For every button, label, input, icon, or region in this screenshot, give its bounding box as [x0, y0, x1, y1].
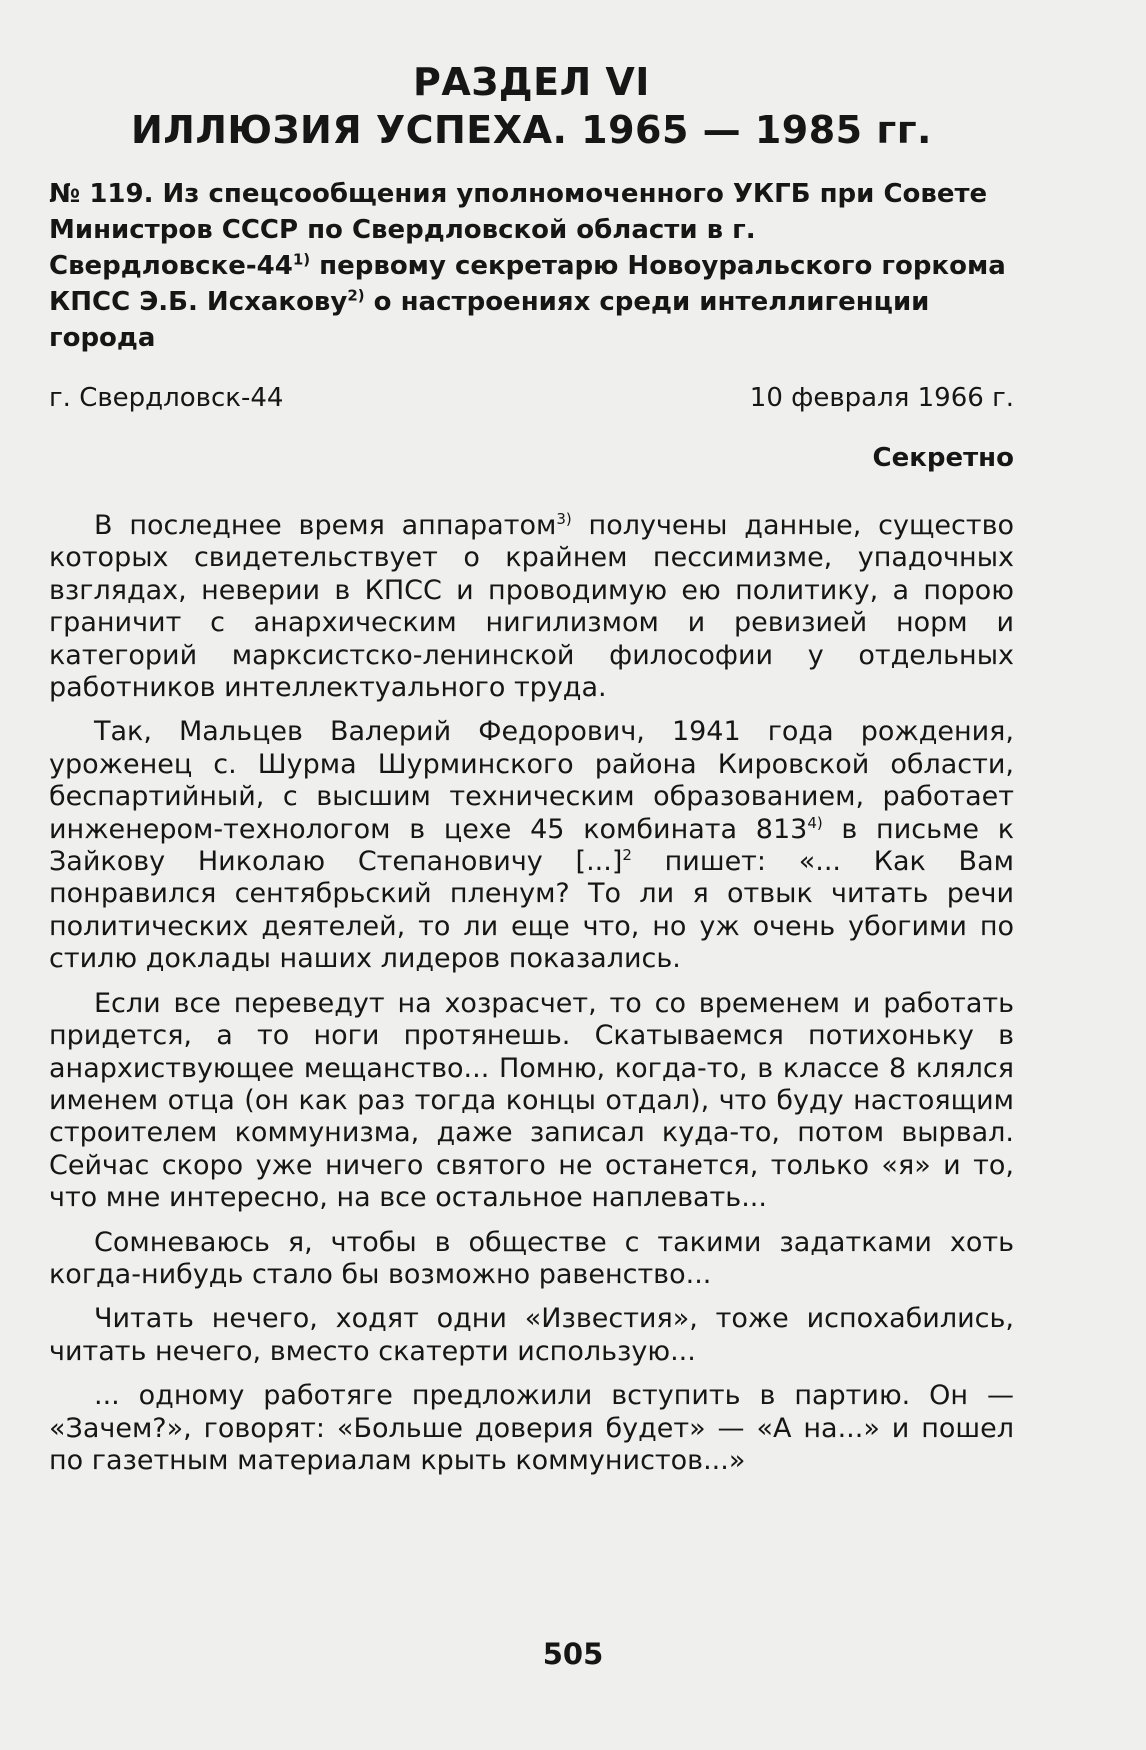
paragraph: Так, Мальцев Валерий Федорович, 1941 года рождения, уроженец с. Шурма Шурминского района Кировской области, беспартийный, с высшим техническим образованием, работает инженером-технологом в цехе 45 комбината 813$^{4)}$ в письме к Зайкову Николаю Степановичу [...]$^2$ пишет: «... Как Вам понравился сентябрьский пленум? То ли я отвык читать речи политических деятелей, то ли еще что, но уж очень убогими по стилю доклады наших лидеров показались. [49, 716, 1015, 975]
paragraph: Читать нечего, ходят одни «Известия», тоже испохабились, читать нечего, вместо скатерти использую... [49, 1303, 1014, 1367]
footnote-ref: 4) [807, 813, 823, 832]
paragraph: ... одному работяге предложили вступить в партию. Он — «Зачем?», говорят: «Больше доверия будет» — «А на...» и пошел по газетным материалам крыть коммунистов...» [49, 1380, 1014, 1476]
document-heading: № 119. Из спецсообщения уполномоченного УКГБ при Совете Министров СССР по Свердловской области в г. Свердловске-44$^{1)}$ первому секретарю Новоуральского горкома КПСС Э.Б. Исхакову$^{2)}$ о настроениях среди интеллигенции города [49, 179, 1006, 353]
document-date: 10 февраля 1966 г. [749, 383, 1014, 413]
page-content [49, 58, 1014, 1489]
section-title [49, 58, 1014, 154]
footnote-ref: 2) [347, 286, 365, 305]
classification-stamp: Секретно [872, 443, 1014, 473]
section-number: РАЗДЕЛ VI [413, 60, 650, 104]
paragraph: Сомневаюсь я, чтобы в обществе с такими задатками хоть когда-нибудь стало бы возможно равенство... [49, 1226, 1014, 1290]
document-meta [49, 380, 1014, 416]
footnote-ref: 2 [622, 846, 632, 865]
page-number: 505 [542, 1637, 604, 1671]
document-place: г. Свердловск-44 [49, 383, 284, 413]
paragraph: Если все переведут на хозрасчет, то со временем и работать придется, а то ноги протянешь. Скатываемся потихоньку в анархиствующее мещанство... Помню, когда-то, в классе 8 клялся именем отца (он как раз тогда концы отдал), что буду настоящим строителем коммунизма, даже записал куда-то, потом вырвал. Сейчас скоро уже ничего святого не останется, только «я» и то, что мне интересно, на все остальное наплевать... [49, 987, 1014, 1214]
section-subtitle: ИЛЛЮЗИЯ УСПЕХА. 1965 — 1985 гг. [131, 108, 932, 152]
document-body [49, 510, 1014, 1477]
paragraph: В последнее время аппаратом$^{3)}$ получены данные, существо которых свидетельствует о крайнем пессимизме, упадочных взглядах, неверии в КПСС и проводимую ею политику, а порою граничит с анархическим нигилизмом и ревизией норм и категорий марксистско-ленинской философии у отдельных работников интеллектуального труда. [49, 510, 1015, 704]
footnote-ref: 1) [292, 250, 311, 269]
footnote-ref: 3) [556, 510, 572, 528]
